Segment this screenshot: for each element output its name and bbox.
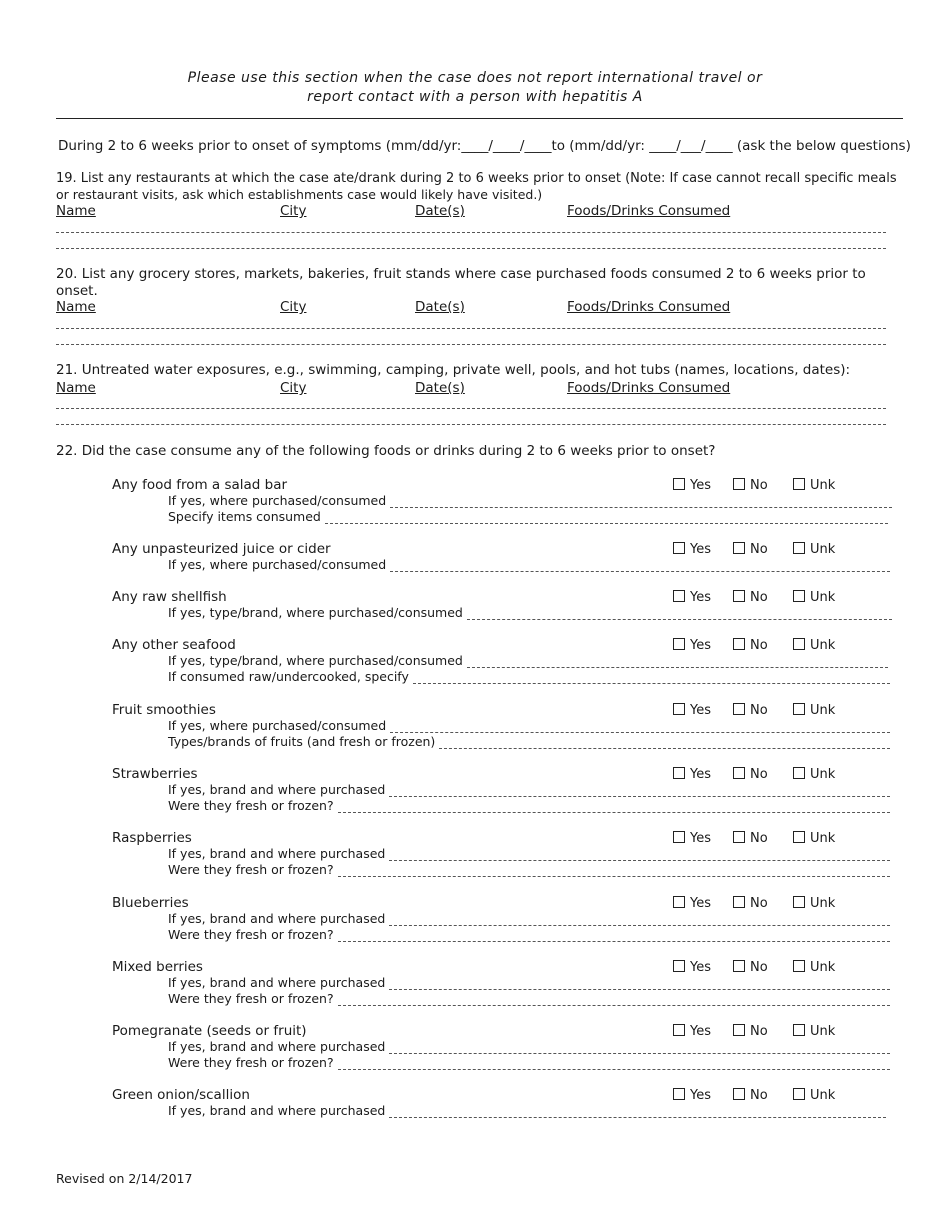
q21-col-name: Name (56, 380, 96, 396)
item-5-option-unk[interactable] (793, 703, 835, 718)
item-11-option-yes[interactable] (673, 1088, 711, 1103)
item-11-option-no[interactable] (733, 1088, 768, 1103)
item-1-option-no[interactable] (733, 478, 768, 493)
q21-text: 21. Untreated water exposures, e.g., swimming, camping, private well, pools, and hot tubs (names, locations, dates): (56, 362, 851, 378)
q21-col-dates: Date(s) (415, 380, 465, 396)
q19-entry-line-2[interactable] (56, 248, 886, 249)
item-9-detail-2 (168, 991, 890, 1006)
item-10-detail-2 (168, 1055, 890, 1070)
checkbox-icon[interactable] (733, 896, 745, 908)
item-4-option-unk[interactable] (793, 638, 835, 653)
checkbox-icon[interactable] (673, 703, 685, 715)
checkbox-icon[interactable] (673, 542, 685, 554)
item-9-detail-1 (168, 975, 890, 990)
item-5-detail-1-entry[interactable] (390, 722, 890, 733)
checkbox-icon[interactable] (793, 478, 805, 490)
item-10-option-yes-label: Yes (690, 1024, 711, 1039)
item-6-detail-2-label: Were they fresh or frozen? (168, 798, 334, 813)
checkbox-icon[interactable] (673, 478, 685, 490)
q21-col-foods: Foods/Drinks Consumed (567, 380, 731, 396)
item-5-option-no[interactable] (733, 703, 768, 718)
item-8-label: Blueberries (112, 895, 189, 911)
item-9-detail-2-label: Were they fresh or frozen? (168, 991, 334, 1006)
item-10-detail-1 (168, 1039, 890, 1054)
item-8-detail-2-label: Were they fresh or frozen? (168, 927, 334, 942)
item-10-detail-1-entry[interactable] (389, 1043, 890, 1054)
item-1-detail-1-label: If yes, where purchased/consumed (168, 493, 387, 508)
q22-text: 22. Did the case consume any of the following foods or drinks during 2 to 6 weeks prior to onset? (56, 443, 716, 459)
item-3-option-unk[interactable] (793, 590, 835, 605)
q20-entry-line-1[interactable] (56, 328, 886, 329)
item-8-detail-1-entry[interactable] (389, 915, 890, 926)
item-10-option-no[interactable] (733, 1024, 768, 1039)
item-3-label: Any raw shellfish (112, 589, 227, 605)
item-5-label: Fruit smoothies (112, 702, 216, 718)
item-7-label: Raspberries (112, 830, 192, 846)
item-9-option-unk[interactable] (793, 960, 835, 975)
header-divider (56, 118, 903, 119)
q20-col-foods: Foods/Drinks Consumed (567, 299, 731, 315)
item-11-detail-1 (168, 1103, 886, 1118)
item-6-detail-2-entry[interactable] (338, 802, 890, 813)
item-7-option-no[interactable] (733, 831, 768, 846)
item-6-label: Strawberries (112, 766, 198, 782)
item-1-option-unk-label: Unk (810, 478, 836, 493)
item-3-option-yes[interactable] (673, 590, 711, 605)
item-3-option-unk-label: Unk (810, 590, 836, 605)
item-10-detail-2-entry[interactable] (338, 1059, 890, 1070)
item-1-detail-2 (168, 509, 888, 524)
checkbox-icon[interactable] (793, 767, 805, 779)
item-4-label: Any other seafood (112, 637, 236, 653)
section-instruction-line-2: report contact with a person with hepatitis A (307, 89, 643, 105)
item-2-detail-1-entry[interactable] (390, 561, 890, 572)
item-8-option-yes-label: Yes (690, 896, 711, 911)
q19-text-line-1: 19. List any restaurants at which the case ate/drank during 2 to 6 weeks prior to onset (Note: If case cannot recall specific meals (56, 171, 897, 186)
item-6-detail-1-label: If yes, brand and where purchased (168, 782, 386, 797)
item-10-option-no-label: No (750, 1024, 768, 1039)
checkbox-icon[interactable] (793, 590, 805, 602)
item-7-detail-1 (168, 846, 890, 861)
q20-col-name: Name (56, 299, 96, 315)
item-1-option-yes[interactable] (673, 478, 711, 493)
checkbox-icon[interactable] (793, 831, 805, 843)
item-2-option-no[interactable] (733, 542, 768, 557)
item-8-detail-1-label: If yes, brand and where purchased (168, 911, 386, 926)
item-9-detail-1-entry[interactable] (389, 979, 890, 990)
item-1-detail-1-entry[interactable] (390, 497, 892, 508)
q19-entry-line-1[interactable] (56, 232, 886, 233)
item-8-detail-2 (168, 927, 890, 942)
item-7-option-unk[interactable] (793, 831, 835, 846)
item-7-detail-1-entry[interactable] (389, 850, 890, 861)
item-4-detail-1-entry[interactable] (467, 657, 888, 668)
checkbox-icon[interactable] (673, 767, 685, 779)
item-11-option-unk-label: Unk (810, 1088, 836, 1103)
item-8-option-no-label: No (750, 896, 768, 911)
q21-col-city: City (280, 380, 307, 396)
item-6-option-no[interactable] (733, 767, 768, 782)
item-5-detail-2 (168, 734, 890, 749)
item-5-option-yes[interactable] (673, 703, 711, 718)
item-8-detail-1 (168, 911, 890, 926)
item-3-option-yes-label: Yes (690, 590, 711, 605)
q19-col-dates: Date(s) (415, 203, 465, 219)
item-5-detail-2-entry[interactable] (439, 738, 890, 749)
item-4-option-unk-label: Unk (810, 638, 836, 653)
item-10-detail-2-label: Were they fresh or frozen? (168, 1055, 334, 1070)
item-6-option-yes[interactable] (673, 767, 711, 782)
item-5-option-yes-label: Yes (690, 703, 711, 718)
item-7-option-unk-label: Unk (810, 831, 836, 846)
q20-text-line-2: onset. (56, 283, 98, 299)
checkbox-icon[interactable] (733, 542, 745, 554)
item-2-label: Any unpasteurized juice or cider (112, 541, 331, 557)
checkbox-icon[interactable] (673, 831, 685, 843)
item-9-option-yes[interactable] (673, 960, 711, 975)
checkbox-icon[interactable] (673, 1024, 685, 1036)
item-3-option-no-label: No (750, 590, 768, 605)
item-5-detail-1-label: If yes, where purchased/consumed (168, 718, 387, 733)
item-9-option-yes-label: Yes (690, 960, 711, 975)
q19-text-line-2: or restaurant visits, ask which establishments case would likely have visited.) (56, 187, 543, 202)
item-11-option-yes-label: Yes (690, 1088, 711, 1103)
item-11-detail-1-entry[interactable] (389, 1107, 886, 1118)
item-3-detail-1-entry[interactable] (467, 609, 892, 620)
item-2-detail-1 (168, 557, 890, 572)
item-11-option-unk[interactable] (793, 1088, 835, 1103)
item-10-option-yes[interactable] (673, 1024, 711, 1039)
item-9-option-no-label: No (750, 960, 768, 975)
checkbox-icon[interactable] (733, 831, 745, 843)
q20-text-line-1: 20. List any grocery stores, markets, bakeries, fruit stands where case purchased foods consumed 2 to 6 weeks prior to (56, 266, 866, 282)
checkbox-icon[interactable] (733, 767, 745, 779)
item-5-detail-2-label: Types/brands of fruits (and fresh or frozen) (168, 734, 436, 749)
checkbox-icon[interactable] (733, 478, 745, 490)
checkbox-icon[interactable] (793, 896, 805, 908)
checkbox-icon[interactable] (793, 960, 805, 972)
q21-entry-line-1[interactable] (56, 408, 886, 409)
item-3-detail-1 (168, 605, 892, 620)
checkbox-icon[interactable] (733, 960, 745, 972)
q19-col-foods: Foods/Drinks Consumed (567, 203, 731, 219)
item-10-option-unk-label: Unk (810, 1024, 836, 1039)
item-9-detail-2-entry[interactable] (338, 995, 890, 1006)
q21-entry-line-2[interactable] (56, 424, 886, 425)
q20-entry-line-2[interactable] (56, 344, 886, 345)
checkbox-icon[interactable] (733, 590, 745, 602)
exposure-period-line: During 2 to 6 weeks prior to onset of symptoms (mm/dd/yr:____/____/____to (mm/dd/yr: ____/___/____ (ask the below questions) (58, 138, 911, 154)
item-9-option-unk-label: Unk (810, 960, 836, 975)
item-6-detail-1-entry[interactable] (389, 786, 890, 797)
item-11-detail-1-label: If yes, brand and where purchased (168, 1103, 386, 1118)
checkbox-icon[interactable] (733, 1024, 745, 1036)
checkbox-icon[interactable] (793, 1024, 805, 1036)
item-1-detail-1 (168, 493, 892, 508)
checkbox-icon[interactable] (673, 960, 685, 972)
item-2-option-no-label: No (750, 542, 768, 557)
item-6-option-no-label: No (750, 767, 768, 782)
item-5-option-no-label: No (750, 703, 768, 718)
item-7-detail-2-label: Were they fresh or frozen? (168, 862, 334, 877)
item-10-option-unk[interactable] (793, 1024, 835, 1039)
item-6-detail-2 (168, 798, 890, 813)
item-9-label: Mixed berries (112, 959, 203, 975)
item-4-option-yes-label: Yes (690, 638, 711, 653)
checkbox-icon[interactable] (733, 638, 745, 650)
revision-date: Revised on 2/14/2017 (56, 1171, 193, 1186)
item-7-detail-2 (168, 862, 890, 877)
checkbox-icon[interactable] (673, 590, 685, 602)
item-8-option-unk[interactable] (793, 896, 835, 911)
item-1-detail-2-label: Specify items consumed (168, 509, 321, 524)
item-4-option-no[interactable] (733, 638, 768, 653)
item-6-detail-1 (168, 782, 890, 797)
item-4-detail-2-label: If consumed raw/undercooked, specify (168, 669, 409, 684)
item-4-option-yes[interactable] (673, 638, 711, 653)
item-2-detail-1-label: If yes, where purchased/consumed (168, 557, 387, 572)
item-1-option-yes-label: Yes (690, 478, 711, 493)
item-2-option-unk-label: Unk (810, 542, 836, 557)
item-8-detail-2-entry[interactable] (338, 931, 890, 942)
item-1-label: Any food from a salad bar (112, 477, 288, 493)
item-7-option-yes[interactable] (673, 831, 711, 846)
item-11-option-no-label: No (750, 1088, 768, 1103)
item-9-detail-1-label: If yes, brand and where purchased (168, 975, 386, 990)
checkbox-icon[interactable] (673, 638, 685, 650)
item-1-option-no-label: No (750, 478, 768, 493)
item-2-option-yes[interactable] (673, 542, 711, 557)
item-1-option-unk[interactable] (793, 478, 835, 493)
item-8-option-unk-label: Unk (810, 896, 836, 911)
item-2-option-unk[interactable] (793, 542, 835, 557)
item-8-option-no[interactable] (733, 896, 768, 911)
item-6-option-unk[interactable] (793, 767, 835, 782)
checkbox-icon[interactable] (793, 542, 805, 554)
item-7-detail-1-label: If yes, brand and where purchased (168, 846, 386, 861)
item-8-option-yes[interactable] (673, 896, 711, 911)
checkbox-icon[interactable] (673, 896, 685, 908)
item-10-detail-1-label: If yes, brand and where purchased (168, 1039, 386, 1054)
item-3-option-no[interactable] (733, 590, 768, 605)
item-9-option-no[interactable] (733, 960, 768, 975)
item-4-detail-2 (168, 669, 890, 684)
q20-col-dates: Date(s) (415, 299, 465, 315)
q19-col-name: Name (56, 203, 96, 219)
item-7-option-yes-label: Yes (690, 831, 711, 846)
checkbox-icon[interactable] (793, 703, 805, 715)
section-instruction-line-1: Please use this section when the case does not report international travel or (187, 70, 763, 86)
item-6-option-unk-label: Unk (810, 767, 836, 782)
q19-col-city: City (280, 203, 307, 219)
item-11-label: Green onion/scallion (112, 1087, 250, 1103)
checkbox-icon[interactable] (793, 1088, 805, 1100)
checkbox-icon[interactable] (673, 1088, 685, 1100)
item-4-option-no-label: No (750, 638, 768, 653)
item-1-detail-2-entry[interactable] (325, 513, 888, 524)
checkbox-icon[interactable] (733, 1088, 745, 1100)
item-2-option-yes-label: Yes (690, 542, 711, 557)
checkbox-icon[interactable] (793, 638, 805, 650)
item-4-detail-1-label: If yes, type/brand, where purchased/consumed (168, 653, 463, 668)
q20-col-city: City (280, 299, 307, 315)
checkbox-icon[interactable] (733, 703, 745, 715)
item-10-label: Pomegranate (seeds or fruit) (112, 1023, 307, 1039)
item-4-detail-1 (168, 653, 888, 668)
item-4-detail-2-entry[interactable] (413, 673, 890, 684)
item-7-detail-2-entry[interactable] (338, 866, 890, 877)
item-5-option-unk-label: Unk (810, 703, 836, 718)
item-6-option-yes-label: Yes (690, 767, 711, 782)
item-5-detail-1 (168, 718, 890, 733)
item-7-option-no-label: No (750, 831, 768, 846)
item-3-detail-1-label: If yes, type/brand, where purchased/consumed (168, 605, 463, 620)
